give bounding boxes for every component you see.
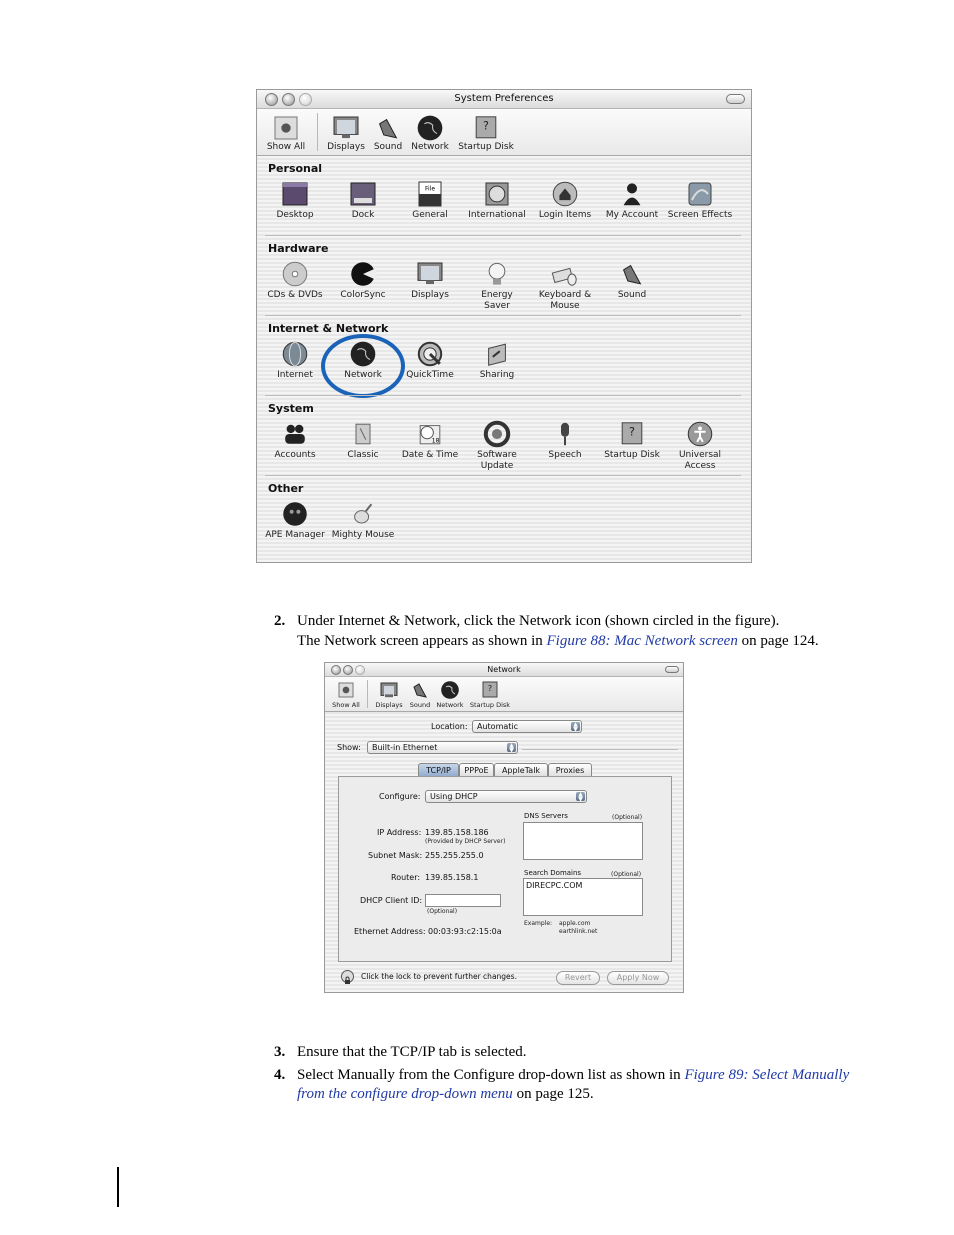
- revert-button[interactable]: Revert: [556, 971, 600, 985]
- my-account-icon[interactable]: [618, 180, 646, 212]
- accounts-icon[interactable]: [281, 420, 309, 452]
- universal-access-icon-glyph: [686, 420, 714, 448]
- pref-label-3-2[interactable]: Date & Time: [401, 450, 459, 460]
- pref-label-3-1[interactable]: Classic: [347, 450, 379, 460]
- pref-label-0-5[interactable]: My Account: [605, 210, 659, 220]
- keyboard-mouse-icon-glyph: [551, 260, 579, 288]
- dhcp-client-id-field[interactable]: [425, 894, 501, 907]
- lock-text: Click the lock to prevent further changes.: [361, 972, 517, 981]
- figure-89-link[interactable]: Figure 89: Select Manually: [684, 1067, 850, 1083]
- colorsync-icon-glyph: [349, 260, 377, 288]
- subnet-mask-label: Subnet Mask:: [368, 851, 423, 860]
- section-heading-4: Other: [268, 482, 304, 495]
- pref-label-1-4[interactable]: Keyboard & Mouse: [538, 290, 592, 311]
- my-account-icon-glyph: [618, 180, 646, 208]
- section-divider-3: [265, 395, 741, 396]
- quicktime-icon-glyph: [416, 340, 444, 368]
- toolbar-toggle-button[interactable]: [726, 94, 745, 104]
- network-icon-glyph: [416, 114, 444, 142]
- classic-icon-glyph: [349, 420, 377, 448]
- router-label: Router:: [391, 873, 421, 882]
- search-optional-label: (Optional): [611, 871, 642, 878]
- section-divider-4: [265, 475, 741, 476]
- general-icon[interactable]: [416, 180, 444, 212]
- ape-manager-icon-glyph: [281, 500, 309, 528]
- section-divider-1: [265, 235, 741, 236]
- svg-text:?: ?: [483, 119, 489, 133]
- sharing-icon-glyph: [483, 340, 511, 368]
- energy-saver-icon-glyph: [483, 260, 511, 288]
- international-icon[interactable]: [483, 180, 511, 212]
- network-toolbar-label-4[interactable]: Startup Disk: [469, 701, 511, 709]
- displays-icon-glyph: [332, 114, 360, 142]
- network-toolbar-label-0[interactable]: Show All: [332, 701, 360, 709]
- toolbar-label-0[interactable]: Show All: [266, 142, 306, 152]
- screen-effects-icon[interactable]: [686, 180, 714, 212]
- toolbar-label-2[interactable]: Sound: [373, 142, 403, 152]
- pref-label-2-0[interactable]: Internet: [277, 370, 313, 380]
- pref-label-0-6[interactable]: Screen Effects: [667, 210, 733, 220]
- svg-text:18: 18: [431, 437, 440, 445]
- pref-label-3-5[interactable]: Startup Disk: [604, 450, 660, 460]
- title-bar[interactable]: [257, 90, 751, 109]
- popup-arrows-icon: ▲ ▼: [571, 722, 580, 731]
- dns-servers-field[interactable]: [523, 822, 643, 860]
- sound-icon[interactable]: [618, 260, 646, 292]
- pref-label-0-0[interactable]: Desktop: [276, 210, 314, 220]
- ip-address-note: (Provided by DHCP Server): [425, 838, 506, 845]
- dock-icon[interactable]: [349, 180, 377, 212]
- toolbar-toggle-button[interactable]: [665, 666, 679, 673]
- sharing-icon[interactable]: [483, 340, 511, 372]
- sound-icon-glyph: [618, 260, 646, 288]
- step-4-text-line2: [297, 1085, 594, 1104]
- network-window: [324, 662, 684, 993]
- network-toolbar-label-1[interactable]: Displays: [375, 701, 403, 709]
- software-update-icon[interactable]: [483, 420, 511, 452]
- step-2-result-text: The Network screen appears as shown in: [297, 633, 547, 649]
- change-bar: [117, 1167, 119, 1207]
- router-value: 139.85.158.1: [425, 873, 479, 882]
- ip-address-label: IP Address:: [377, 828, 422, 837]
- show-label: Show:: [337, 743, 361, 752]
- login-items-icon[interactable]: [551, 180, 579, 212]
- window-title: System Preferences: [454, 93, 554, 104]
- step-2-number: 2.: [274, 613, 286, 629]
- desktop-icon-glyph: [281, 180, 309, 208]
- show-all-icon-glyph: [336, 680, 356, 700]
- dock-icon-glyph: [349, 180, 377, 208]
- universal-access-icon[interactable]: [686, 420, 714, 452]
- pref-label-0-4[interactable]: Login Items: [538, 210, 592, 220]
- internet-icon-glyph: [281, 340, 309, 368]
- tcpip-panel: [338, 776, 672, 962]
- configure-value: Using DHCP: [430, 792, 478, 801]
- show-divider: [522, 749, 678, 750]
- search-domains-label: Search Domains: [524, 869, 582, 877]
- window-title: Network: [487, 665, 521, 674]
- popup-arrows-icon: ▲ ▼: [576, 792, 585, 801]
- section-heading-1: Hardware: [268, 242, 329, 255]
- show-all-icon-glyph: [272, 114, 300, 142]
- pref-label-3-6[interactable]: Universal Access: [678, 450, 722, 471]
- toolbar-separator: [367, 680, 368, 708]
- classic-icon[interactable]: [349, 420, 377, 452]
- accounts-icon-glyph: [281, 420, 309, 448]
- network-globe-icon[interactable]: [349, 340, 377, 372]
- pref-label-3-4[interactable]: Speech: [548, 450, 582, 460]
- tab-proxies[interactable]: Proxies: [548, 763, 592, 777]
- cd-dvd-icon[interactable]: [281, 260, 309, 292]
- svg-text:?: ?: [629, 425, 635, 439]
- software-update-icon-glyph: [483, 420, 511, 448]
- pref-label-0-1[interactable]: Dock: [351, 210, 375, 220]
- show-value: Built-in Ethernet: [372, 743, 438, 752]
- location-value: Automatic: [477, 722, 519, 731]
- sound-icon-glyph: [410, 680, 430, 700]
- section-heading-3: System: [268, 402, 314, 415]
- dhcp-optional-label: (Optional): [427, 908, 458, 915]
- dns-servers-label: DNS Servers: [524, 812, 568, 820]
- date-time-icon[interactable]: [416, 420, 444, 452]
- cd-dvd-icon-glyph: [281, 260, 309, 288]
- network-icon-glyph: [440, 680, 460, 700]
- speech-icon[interactable]: [551, 420, 579, 452]
- subnet-mask-value: 255.255.255.0: [425, 851, 484, 860]
- keyboard-mouse-icon[interactable]: [551, 260, 579, 292]
- pref-label-0-2[interactable]: General: [412, 210, 448, 220]
- step-2-page-ref: on page 124.: [737, 633, 819, 649]
- network-toolbar-label-2[interactable]: Sound: [409, 701, 431, 709]
- sound-icon-glyph: [374, 114, 402, 142]
- internet-icon[interactable]: [281, 340, 309, 372]
- desktop-icon[interactable]: [281, 180, 309, 212]
- pref-label-1-0[interactable]: CDs & DVDs: [267, 290, 323, 300]
- network-globe-icon-glyph: [349, 340, 377, 368]
- tab-bar: [418, 763, 598, 777]
- displays-icon[interactable]: [416, 260, 444, 292]
- step-4-page-ref: on page 125.: [512, 1086, 594, 1102]
- pref-label-4-1[interactable]: Mighty Mouse: [331, 530, 395, 540]
- pref-label-1-2[interactable]: Displays: [411, 290, 449, 300]
- lock-icon[interactable]: [341, 970, 354, 983]
- tab-tcpip[interactable]: TCP/IP: [418, 763, 459, 777]
- pref-label-2-3[interactable]: Sharing: [479, 370, 515, 380]
- step-2-result: [297, 632, 819, 651]
- tab-pppoe[interactable]: PPPoE: [459, 763, 494, 777]
- toolbar-separator: [317, 113, 318, 151]
- toolbar-label-1[interactable]: Displays: [327, 142, 365, 152]
- step-3-number: 3.: [274, 1044, 286, 1060]
- example-value-2: earthlink.net: [559, 928, 598, 935]
- pref-label-2-2[interactable]: QuickTime: [406, 370, 454, 380]
- figure-89-link-cont[interactable]: from the configure drop-down menu: [297, 1086, 513, 1102]
- startup-disk-icon-glyph: [480, 680, 500, 700]
- location-popup[interactable]: [472, 720, 582, 733]
- configure-popup[interactable]: [425, 790, 587, 803]
- step-4-text: [297, 1066, 849, 1085]
- figure-88-link[interactable]: Figure 88: Mac Network screen: [546, 633, 738, 649]
- ape-manager-icon[interactable]: [281, 500, 309, 532]
- international-icon-glyph: [483, 180, 511, 208]
- configure-label: Configure:: [379, 792, 421, 801]
- network-title-bar[interactable]: [325, 663, 683, 677]
- pref-label-1-5[interactable]: Sound: [617, 290, 647, 300]
- section-divider-2: [265, 315, 741, 316]
- dns-optional-label: (Optional): [612, 814, 643, 821]
- svg-text:File: File: [424, 185, 436, 193]
- displays-icon-glyph: [416, 260, 444, 288]
- ip-address-value: 139.85.158.186: [425, 828, 489, 837]
- login-items-icon-glyph: [551, 180, 579, 208]
- section-heading-0: Personal: [268, 162, 323, 175]
- popup-arrows-icon: ▲ ▼: [507, 743, 516, 752]
- toolbar-label-4[interactable]: Startup Disk: [458, 142, 514, 152]
- startup-disk-icon-glyph: [472, 114, 500, 142]
- step-4-number: 4.: [274, 1067, 286, 1083]
- lock-glyph: [342, 975, 353, 986]
- example-value-1: apple.com: [559, 920, 591, 927]
- pref-label-0-3[interactable]: International: [468, 210, 526, 220]
- mighty-mouse-icon-glyph: [349, 500, 377, 528]
- displays-icon-glyph: [379, 680, 399, 700]
- pref-label-4-0[interactable]: APE Manager: [265, 530, 325, 540]
- search-domains-field[interactable]: [523, 878, 643, 916]
- network-toolbar-label-3[interactable]: Network: [436, 701, 464, 709]
- ethernet-address-value: 00:03:93:c2:15:0a: [428, 927, 502, 936]
- energy-saver-icon[interactable]: [483, 260, 511, 292]
- location-label: Location:: [431, 722, 468, 731]
- section-heading-2: Internet & Network: [268, 322, 389, 335]
- tab-appletalk[interactable]: AppleTalk: [494, 763, 548, 777]
- dhcp-client-id-label: DHCP Client ID:: [360, 896, 423, 905]
- date-time-icon-glyph: [416, 420, 444, 448]
- startup-disk-icon-glyph: [618, 420, 646, 448]
- speech-icon-glyph: [551, 420, 579, 448]
- system-preferences-window: [256, 89, 752, 563]
- svg-text:?: ?: [487, 684, 493, 693]
- pref-label-3-3[interactable]: Software Update: [477, 450, 517, 471]
- step-4-text-start: Select Manually from the Configure drop-down list as shown in: [297, 1067, 685, 1083]
- pref-label-1-1[interactable]: ColorSync: [340, 290, 386, 300]
- pref-label-1-3[interactable]: Energy Saver: [481, 290, 513, 311]
- startup-disk-icon[interactable]: [618, 420, 646, 452]
- step-3-text: Ensure that the TCP/IP tab is selected.: [297, 1044, 527, 1060]
- pref-label-2-1[interactable]: Network: [344, 370, 382, 380]
- search-domains-value: DIRECPC.COM: [526, 881, 583, 890]
- colorsync-icon[interactable]: [349, 260, 377, 292]
- pref-label-3-0[interactable]: Accounts: [274, 450, 316, 460]
- quicktime-icon[interactable]: [416, 340, 444, 372]
- toolbar-label-3[interactable]: Network: [411, 142, 449, 152]
- show-popup[interactable]: [367, 741, 518, 754]
- mighty-mouse-icon[interactable]: [349, 500, 377, 532]
- example-label: Example:: [524, 920, 553, 927]
- screen-effects-icon-glyph: [686, 180, 714, 208]
- ethernet-address-label: Ethernet Address:: [354, 927, 426, 936]
- apply-now-button[interactable]: Apply Now: [607, 971, 669, 985]
- step-2-text: Under Internet & Network, click the Network icon (shown circled in the figure).: [297, 613, 780, 629]
- general-icon-glyph: [416, 180, 444, 208]
